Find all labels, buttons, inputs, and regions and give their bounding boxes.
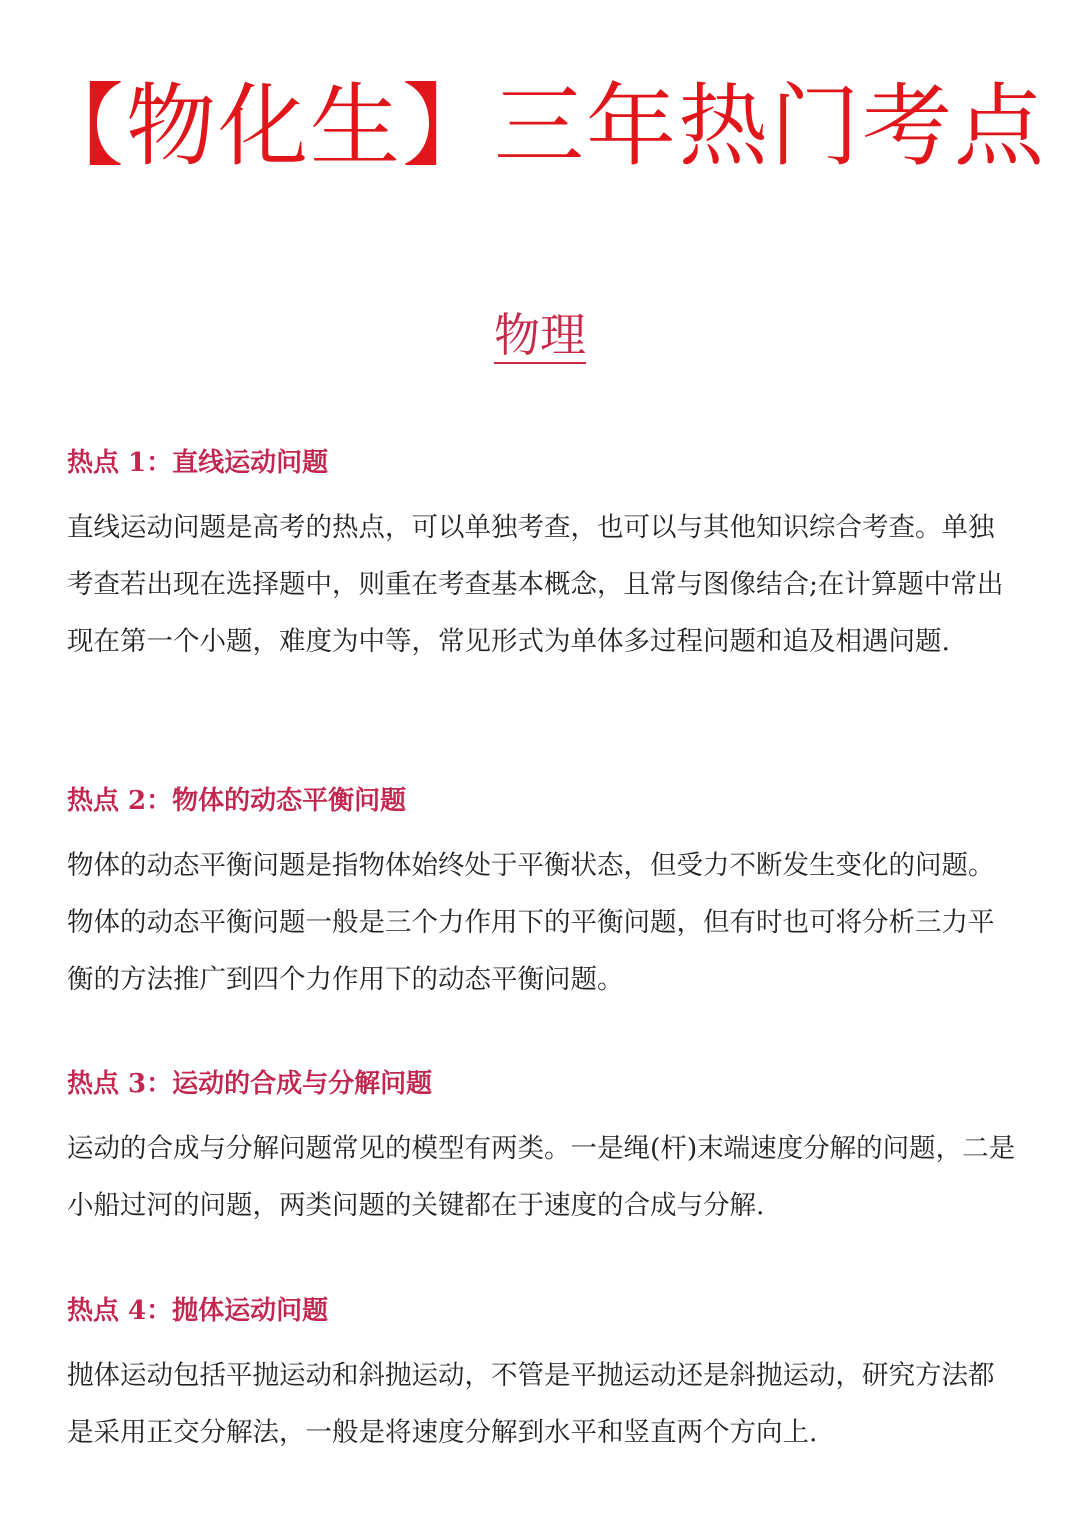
hotspot-section-4 xyxy=(67,1293,1017,1461)
hotspot-body: 直线运动问题是高考的热点，可以单独考查，也可以与其他知识综合考查。单独考查若出现在选择题中，则重在考查基本概念，且常与图像结合;在计算题中常出现在第一个小题，难度为中等，常见形式为单体多过程问题和追及相遇问题. xyxy=(67,512,1004,657)
hotspot-section-3 xyxy=(67,1066,1017,1234)
hotspot-heading: 热点 4：抛体运动问题 xyxy=(67,1296,329,1326)
hotspot-body: 物体的动态平衡问题是指物体始终处于平衡状态，但受力不断发生变化的问题。物体的动态平衡问题一般是三个力作用下的平衡问题，但有时也可将分析三力平衡的方法推广到四个力作用下的动态平衡问题。 xyxy=(67,850,995,995)
hotspot-heading: 热点 3：运动的合成与分解问题 xyxy=(67,1069,433,1099)
hotspot-section-1 xyxy=(67,445,1017,670)
subject-title xyxy=(0,302,1080,368)
hotspot-heading: 热点 2：物体的动态平衡问题 xyxy=(67,786,407,816)
hotspot-section-2 xyxy=(67,783,1017,1008)
page-title: 【物化生】三年热门考点 xyxy=(34,74,1046,179)
hotspot-body: 抛体运动包括平抛运动和斜抛运动，不管是平抛运动还是斜抛运动，研究方法都是采用正交分解法，一般是将速度分解到水平和竖直两个方向上. xyxy=(67,1360,995,1448)
hotspot-heading: 热点 1：直线运动问题 xyxy=(67,448,329,478)
hotspot-body: 运动的合成与分解问题常见的模型有两类。一是绳(杆)末端速度分解的问题，二是小船过河的问题，两类问题的关键都在于速度的合成与分解. xyxy=(67,1133,1016,1221)
subject-title-text: 物理 xyxy=(494,308,586,362)
